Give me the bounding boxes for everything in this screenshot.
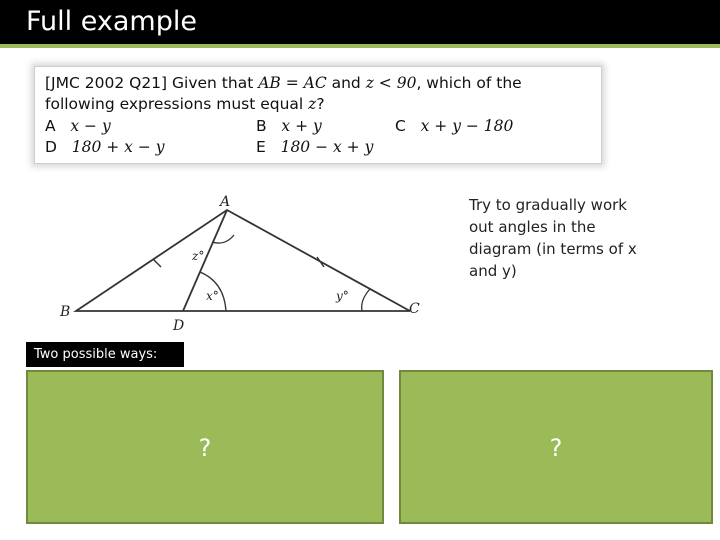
triangle-abc [76, 210, 410, 311]
tick-mark-ab [153, 259, 161, 267]
option-b [256, 117, 322, 135]
title-bar [0, 0, 720, 44]
question-suffix: , which of the [416, 74, 522, 92]
triangle-diagram [48, 190, 433, 335]
option-letter: B [256, 117, 267, 135]
question-line-2 [45, 95, 325, 113]
question-prefix: [JMC 2002 Q21] Given that [45, 74, 259, 92]
option-letter: C [395, 117, 406, 135]
question-math-z: z < 90 [365, 74, 417, 92]
option-expr: 180 + x − y [71, 138, 165, 156]
reveal-box-right[interactable] [399, 370, 713, 524]
option-e [256, 138, 373, 156]
reveal-placeholder: ? [549, 434, 563, 462]
hint-text: Try to gradually work out angles in the diagram (in terms of x and y) [469, 196, 637, 280]
slide-title: Full example [26, 6, 197, 37]
angle-label-y: y° [336, 289, 349, 303]
question-box [34, 66, 602, 164]
option-a [45, 117, 111, 135]
option-expr: x − y [70, 117, 111, 135]
ways-label: Two possible ways: [26, 342, 184, 367]
question-line-1 [45, 74, 522, 92]
angle-label-x: x° [206, 289, 219, 303]
question-line2-suffix: ? [316, 95, 325, 113]
option-c [395, 117, 513, 135]
option-expr: x + y [281, 117, 322, 135]
angle-label-z: z° [192, 249, 205, 263]
vertex-label-d: D [173, 318, 185, 334]
vertex-label-c: C [409, 301, 420, 317]
question-and: and [326, 74, 366, 92]
option-letter: E [256, 138, 266, 156]
question-line2-text: following expressions must equal [45, 95, 309, 113]
vertex-label-a: A [220, 194, 231, 210]
reveal-placeholder: ? [198, 434, 212, 462]
option-letter: D [45, 138, 57, 156]
title-accent-line [0, 44, 720, 48]
vertex-label-b: B [60, 304, 71, 320]
option-d [45, 138, 164, 156]
option-expr: 180 − x + y [280, 138, 374, 156]
option-letter: A [45, 117, 56, 135]
reveal-box-left[interactable] [26, 370, 384, 524]
question-line2-math: z [308, 95, 317, 113]
option-expr: x + y − 180 [420, 117, 514, 135]
angle-arc-y [362, 289, 370, 311]
question-math-ab-ac: AB = AC [258, 74, 327, 92]
